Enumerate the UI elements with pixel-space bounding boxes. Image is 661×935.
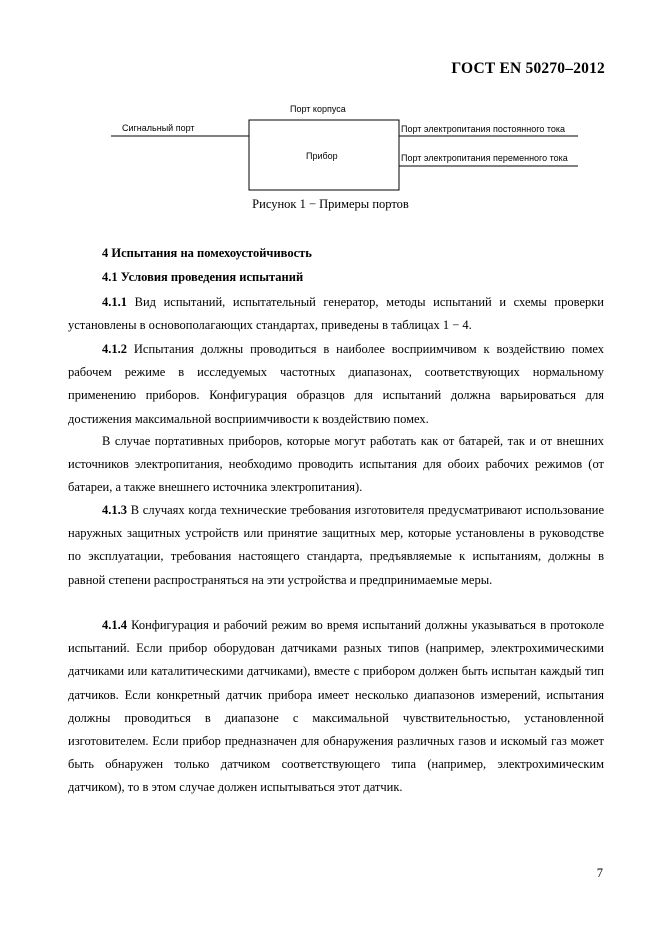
section-title: 4 Испытания на помехоустойчивость bbox=[102, 246, 312, 260]
clause-number: 4.1.3 bbox=[102, 503, 127, 517]
paragraph-text: Испытания должны проводиться в наиболее восприимчивом к воздействию помех рабочем режиме в исследуемых частотных диапазонах, соответствующих нормальному применению приборов. Конфигурация образцов для испытаний должна варьироваться для достижения максимальной восприимчивости к воздействию помех. bbox=[68, 342, 604, 426]
ports-diagram bbox=[0, 0, 661, 230]
paragraph-portable: В случае портативных приборов, которые могут работать как от батарей, так и от внешних источников электропитания, необходимо проводить испытания для обоих рабочих режимов (от батареи, а также внешнего источника электропитания). bbox=[68, 434, 604, 495]
paragraph-text: Вид испытаний, испытательный генератор, методы испытаний и схемы проверки установлены в основополагающих стандартах, приведены в таблицах 1 − 4. bbox=[68, 295, 604, 333]
enclosure-port-label: Порт корпуса bbox=[290, 104, 346, 114]
clause-number: 4.1.4 bbox=[102, 618, 127, 632]
document-header: ГОСТ EN 50270–2012 bbox=[451, 60, 605, 77]
page-number: 7 bbox=[596, 866, 603, 880]
paragraph-4-1-3 bbox=[68, 499, 604, 592]
subsection-title: 4.1 Условия проведения испытаний bbox=[102, 270, 304, 284]
paragraph-text: В случаях когда технические требования изготовителя предусматривают использование наружных защитных устройств или принятие защитных мер, которые установлены в руководстве по эксплуатации, требования настоящего стандарта, предъявляемые к испытаниям, должны в равной степени распространяться на эти устройства и предпринимаемые меры. bbox=[68, 503, 604, 587]
paragraph-text: Конфигурация и рабочий режим во время испытаний должны указываться в протоколе испытаний. Если прибор оборудован датчиками разных типов (например, электрохимическими датчиками или каталитическими датчиками), вместе с прибором должен быть испытан каждый тип датчиков. Если конкретный датчик прибора имеет несколько диапазонов измерений, испытания должны проводиться в диапазоне с максимальной чувствительностью, установленной изготовителем. Если прибор предназначен для обнаружения различных газов и искомый газ может быть обнаружен только датчиком соответствующего типа (например, электрохимическим датчиком), то в этом случае должен испытываться этот датчик. bbox=[68, 618, 604, 795]
dc-port-label: Порт электропитания постоянного тока bbox=[401, 124, 566, 134]
clause-number: 4.1.2 bbox=[102, 342, 127, 356]
clause-number: 4.1.1 bbox=[102, 295, 127, 309]
paragraph-4-1-2 bbox=[68, 338, 604, 431]
paragraph-4-1-1 bbox=[68, 291, 604, 337]
figure-caption: Рисунок 1 − Примеры портов bbox=[252, 197, 409, 211]
ac-port-label: Порт электропитания переменного тока bbox=[401, 153, 568, 163]
ports-figure bbox=[0, 0, 661, 230]
signal-port-label: Сигнальный порт bbox=[122, 123, 195, 133]
device-label: Прибор bbox=[306, 151, 338, 161]
paragraph-4-1-4 bbox=[68, 614, 604, 800]
